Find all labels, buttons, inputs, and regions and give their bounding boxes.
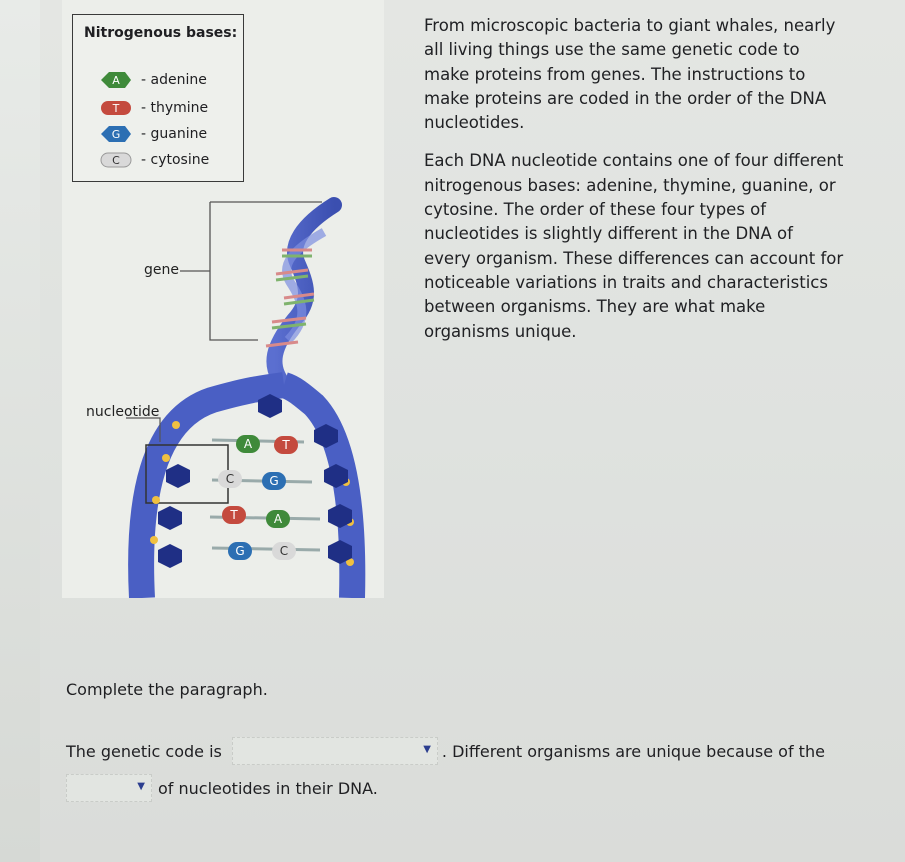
gene-label: gene <box>144 262 179 278</box>
nucleotide-label: nucleotide <box>86 404 160 420</box>
helix-upper <box>266 205 334 385</box>
question-prompt: Complete the paragraph. <box>66 680 268 699</box>
article-paragraph-2: Each DNA nucleotide contains one of four different nitrogenous bases: adenine, thymine, guanine, or cytosine. The order of these four types of nucleotides is slightly different in the DNA of every organism. These differences can account for noticeable variations in traits and characteristics between organisms. They are what make organisms unique. <box>424 151 844 341</box>
legend-adenine <box>99 69 207 91</box>
question-sentence-2 <box>66 774 378 802</box>
pair-2-left: C <box>218 470 242 488</box>
pair-1-right: T <box>274 436 298 454</box>
right-strand <box>284 385 352 598</box>
legend-label: - thymine <box>141 100 209 116</box>
left-margin <box>0 0 40 862</box>
left-strand <box>141 385 284 598</box>
svg-text:G: G <box>111 128 121 141</box>
legend-label: - guanine <box>141 126 208 142</box>
legend-box <box>72 14 244 182</box>
base-pair-2 <box>162 454 350 486</box>
legend-title: Nitrogenous bases: <box>84 25 238 41</box>
dropdown-genetic-code[interactable] <box>232 737 438 765</box>
dropdown-nucleotide-trait[interactable] <box>66 774 152 802</box>
legend-guanine <box>99 123 207 145</box>
legend-label: - adenine <box>141 72 207 88</box>
chevron-down-icon: ▼ <box>423 744 431 755</box>
pair-4-right: C <box>272 542 296 560</box>
thymine-icon <box>99 98 133 118</box>
sentence-1-start: The genetic code is <box>66 741 222 761</box>
guanine-icon <box>99 124 133 144</box>
article <box>424 14 844 358</box>
pair-3-left: T <box>222 506 246 524</box>
legend-thymine <box>99 97 208 119</box>
sentence-1-end: . Different organisms are unique because of the <box>441 741 825 761</box>
pair-3-right: A <box>266 510 290 528</box>
legend-cytosine <box>99 149 209 171</box>
question-sentence-1 <box>66 737 825 765</box>
sentence-2-end: of nucleotides in their DNA. <box>158 778 378 798</box>
legend-label: - cytosine <box>141 152 210 168</box>
base-pair-3 <box>152 496 354 526</box>
pair-4-left: G <box>228 542 252 560</box>
pair-2-right: G <box>262 472 286 490</box>
adenine-icon <box>99 70 133 90</box>
pair-1-left: A <box>236 435 260 453</box>
svg-text:T: T <box>112 102 120 115</box>
cytosine-icon <box>99 150 133 170</box>
chevron-down-icon: ▼ <box>137 781 145 792</box>
article-paragraph-1: From microscopic bacteria to giant whales, nearly all living things use the same genetic code to make proteins from genes. The instructions to make proteins are coded in the order of the DNA nucleotides. <box>424 16 836 133</box>
svg-text:A: A <box>112 74 120 87</box>
svg-text:C: C <box>112 154 120 167</box>
